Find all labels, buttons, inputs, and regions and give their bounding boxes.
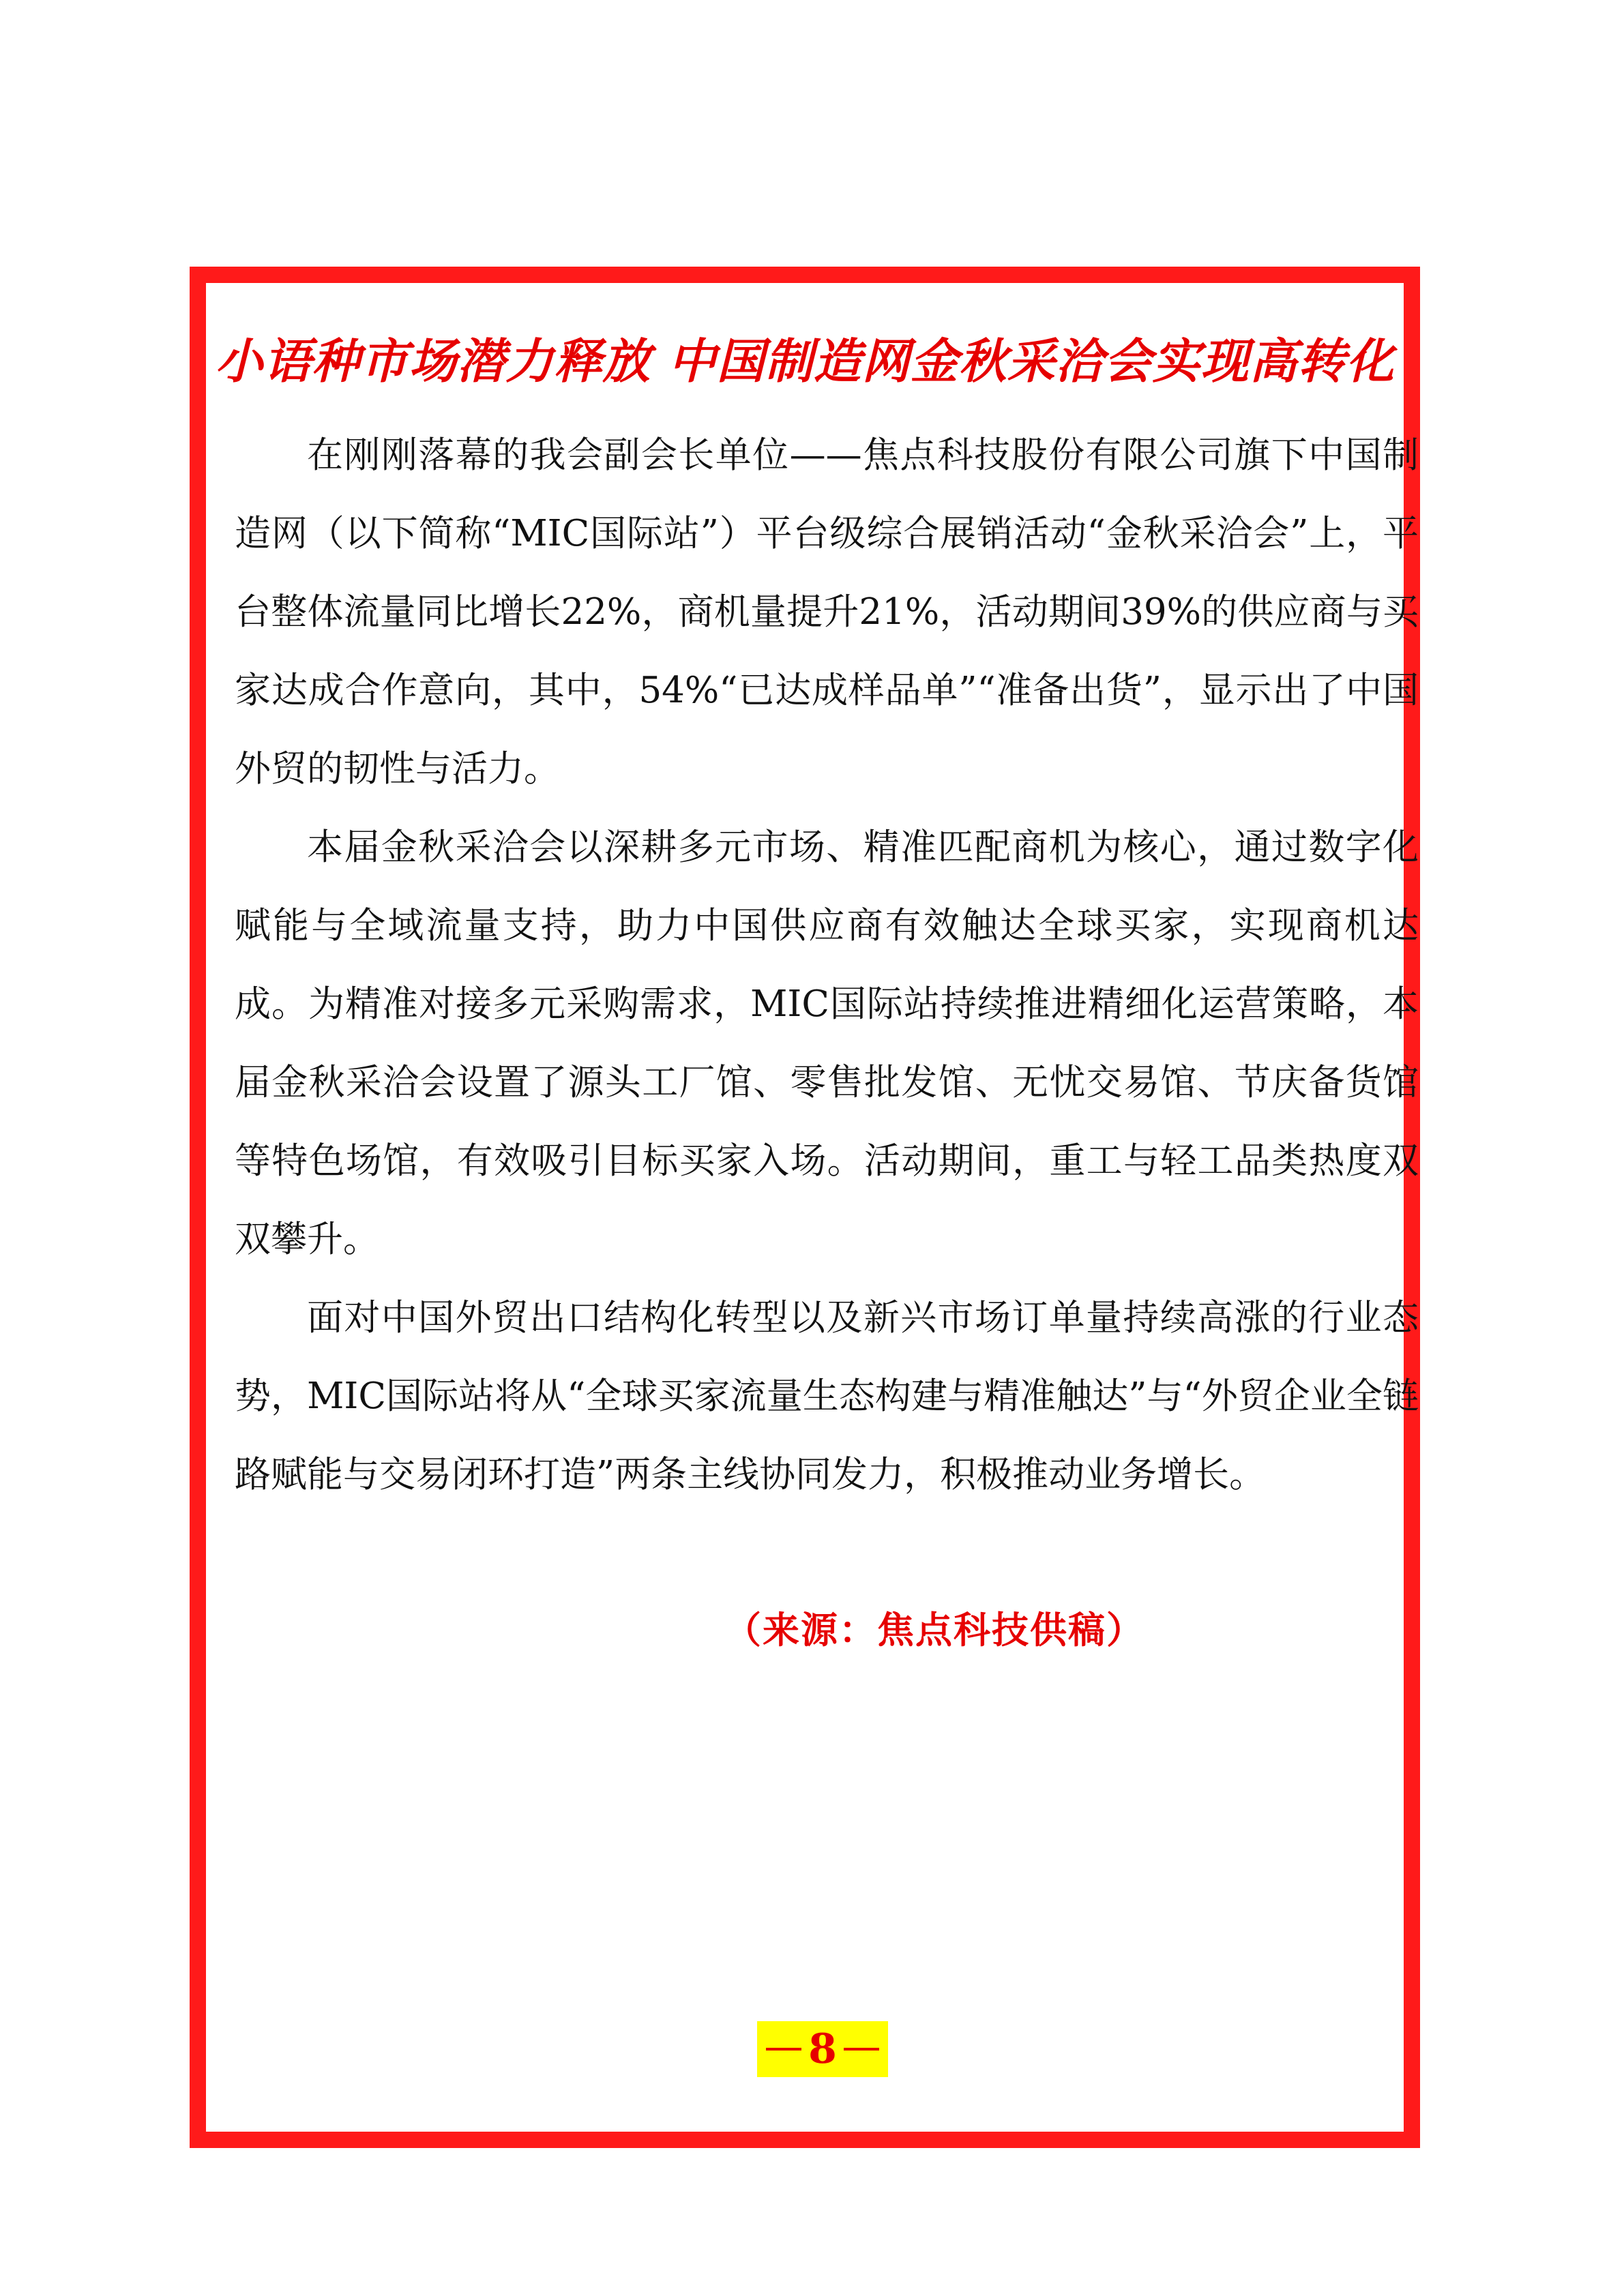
page-frame	[190, 267, 1420, 2148]
paragraph-3: 面对中国外贸出口结构化转型以及新兴市场订单量持续高涨的行业态势，MIC国际站将从“全球买家流量生态构建与精准触达”与“外贸企业全链路赋能与交易闭环打造”两条主线协同发力，积极推动业务增长。	[235, 1297, 1419, 1495]
paragraph-1: 在刚刚落幕的我会副会长单位——焦点科技股份有限公司旗下中国制造网（以下简称“MIC国际站”）平台级综合展销活动“金秋采洽会”上，平台整体流量同比增长22%，商机量提升21%，活动期间39%的供应商与买家达成合作意向，其中，54%“已达成样品单”“准备出货”，显示出了中国外贸的韧性与活力。	[235, 434, 1419, 790]
paragraph-2: 本届金秋采洽会以深耕多元市场、精准匹配商机为核心，通过数字化赋能与全域流量支持，助力中国供应商有效触达全球买家，实现商机达成。为精准对接多元采购需求，MIC国际站持续推进精细化运营策略，本届金秋采洽会设置了源头工厂馆、零售批发馆、无忧交易馆、节庆备货馆等特色场馆，有效吸引目标买家入场。活动期间，重工与轻工品类热度双双攀升。	[235, 826, 1419, 1260]
left-dash	[766, 2048, 801, 2051]
right-dash	[844, 2048, 879, 2051]
article-title: 小语种市场潜力释放 中国制造网金秋采洽会实现高转化	[215, 333, 1395, 389]
page-number-badge	[757, 2021, 888, 2077]
article-body	[235, 416, 1419, 1514]
page-number: 8	[808, 2025, 837, 2073]
article-source: （来源：焦点科技供稿）	[724, 1608, 1145, 1652]
